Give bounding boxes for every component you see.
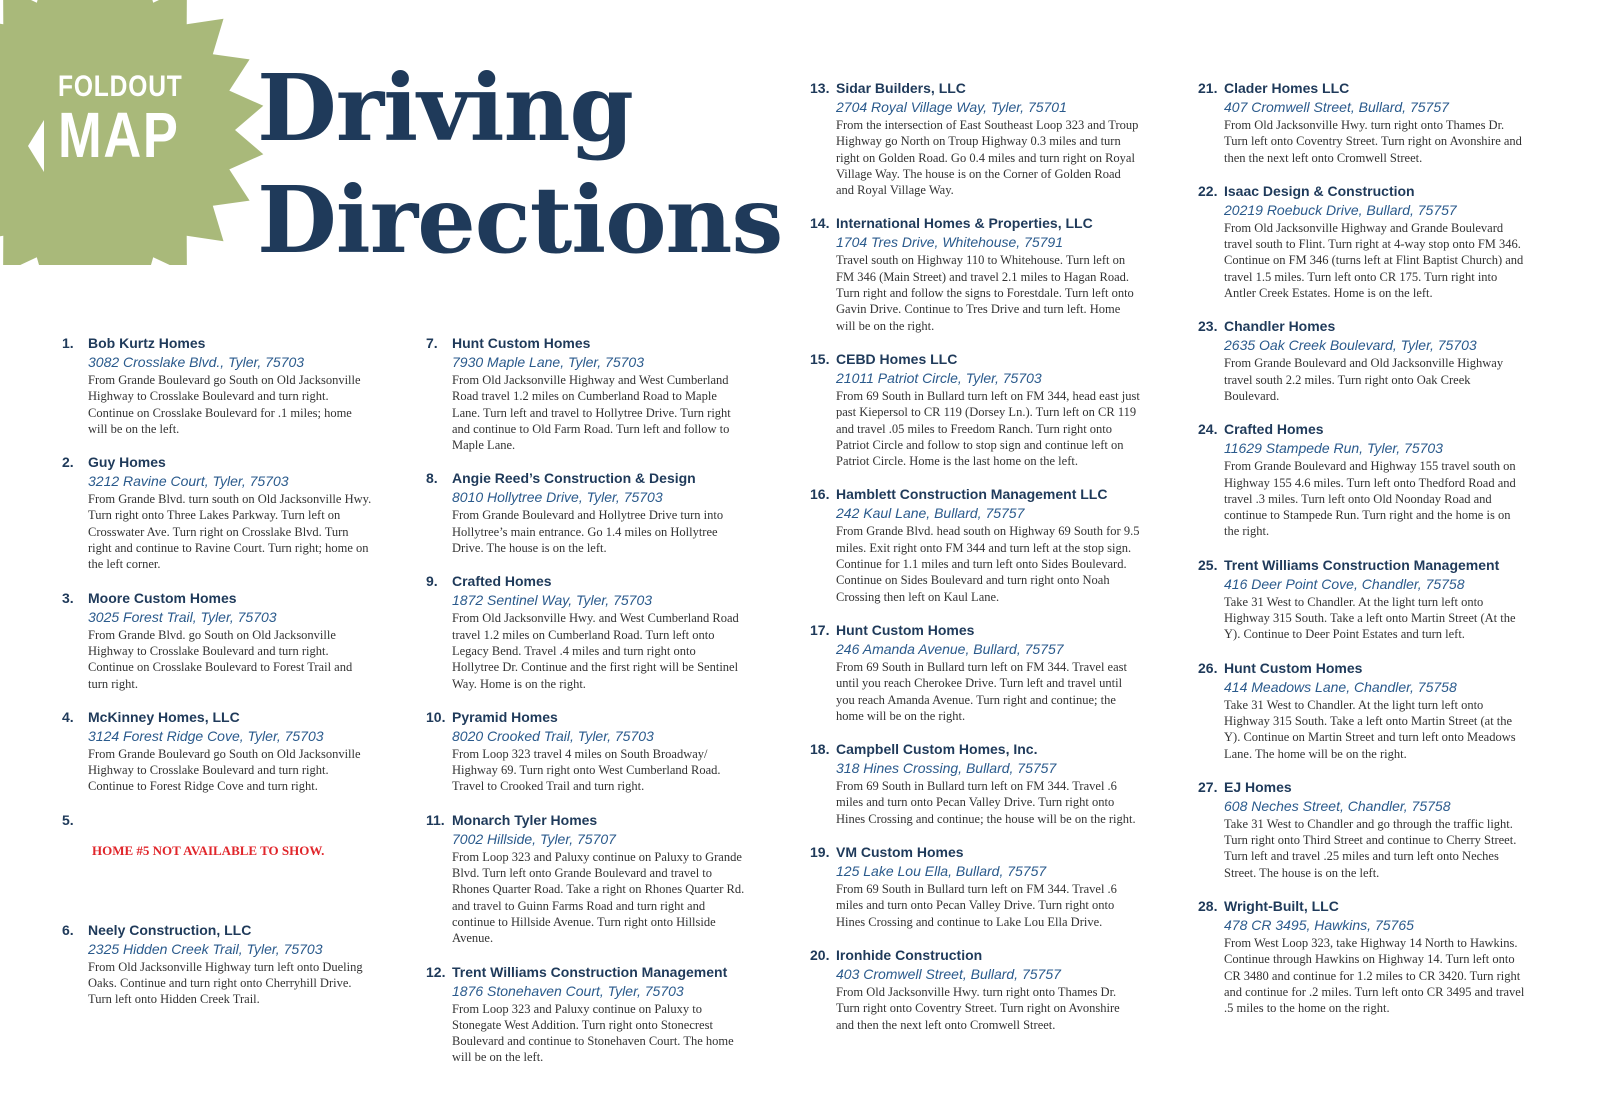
home-entry bbox=[810, 78, 1140, 198]
driving-directions-text: From Grande Boulevard and Highway 155 travel south on Highway 155 4.6 miles. Turn left onto Thedford Road and travel .3 miles. Turn left onto Old Noonday Road and continue to Stampede Run. Turn right and the home is on the right. bbox=[1224, 459, 1516, 539]
entry-number: 13. bbox=[810, 80, 830, 96]
builder-name: Monarch Tyler Homes bbox=[452, 811, 598, 828]
home-entry bbox=[426, 810, 746, 947]
home-entry bbox=[62, 810, 372, 860]
home-address: 8020 Crooked Trail, Tyler, 75703 bbox=[452, 727, 654, 744]
entry-number: 10. bbox=[426, 708, 446, 725]
builder-name: Pyramid Homes bbox=[452, 708, 558, 725]
home-entry bbox=[1198, 555, 1528, 643]
driving-directions-text: From Grande Boulevard go South on Old Jacksonville Highway to Crosslake Boulevard and turn right. Continue on Crosslake Boulevard for .1 miles; home will be on the left. bbox=[88, 373, 361, 436]
home-address: 242 Kaul Lane, Bullard, 75757 bbox=[836, 505, 1025, 522]
home-address: 3124 Forest Ridge Cove, Tyler, 75703 bbox=[88, 727, 324, 744]
home-address: 7930 Maple Lane, Tyler, 75703 bbox=[452, 354, 644, 370]
entry-header bbox=[62, 920, 372, 940]
entry-number: 1. bbox=[62, 335, 74, 351]
entry-number: 17. bbox=[810, 621, 830, 638]
driving-directions-text: From 69 South in Bullard turn left on FM 344, head east just past Kiepersol to CR 119 (Dorsey Ln.). Turn left on CR 119 and travel .05 miles to Freedom Ranch. Turn right onto Patriot Circle and follow to stop sign and continue left on Patriot Circle. Home is the last home on the left. bbox=[836, 388, 1140, 469]
driving-directions-text: From Old Jacksonville Highway and West Cumberland Road travel 1.2 miles on Cumberland Road to Maple Lane. Turn left and travel to Hollytree Drive. Turn right and continue to Old Farm Road. Turn left and follow to Maple Lane. bbox=[452, 373, 731, 453]
badge-line1: FOLDOUT bbox=[58, 70, 183, 103]
driving-directions-text: From Loop 323 travel 4 miles on South Broadway/ Highway 69. Turn right onto West Cumberland Road. Travel to Crooked Trail and turn right. bbox=[452, 746, 721, 794]
home-entry bbox=[62, 452, 372, 572]
entry-header bbox=[426, 468, 746, 488]
home-entry bbox=[1198, 181, 1528, 301]
home-entry bbox=[1198, 419, 1528, 539]
driving-directions-text: From Grande Blvd. head south on Highway 69 South for 9.5 miles. Exit right onto FM 344 and turn left at the stop sign. Continue for 1.1 miles and turn left onto Sides Boulevard. Continue on Sides Boulevard and turn right onto Noah Crossing then left on Kaul Lane. bbox=[836, 524, 1140, 604]
directions-column-2 bbox=[426, 333, 746, 1081]
directions-column-3 bbox=[810, 78, 1140, 1048]
entry-number: 6. bbox=[62, 921, 74, 938]
driving-directions-text: Travel south on Highway 110 to Whitehouse. Turn left on FM 346 (Main Street) and travel 2.1 miles to Hagan Road. Turn right and follow the signs to Forestdale. Turn left onto Gavin Drive. Continue to Tres Drive and turn left. Home will be on the right. bbox=[836, 253, 1134, 333]
builder-name: Hamblett Construction Management LLC bbox=[836, 486, 1108, 503]
driving-directions-text: From Grande Blvd. go South on Old Jacksonville Highway to Crosslake Boulevard and turn right. Continue on Crosslake Boulevard to Forest Trail and turn right. bbox=[88, 627, 353, 691]
home-address: 2635 Oak Creek Boulevard, Tyler, 75703 bbox=[1224, 337, 1477, 354]
entry-header bbox=[810, 842, 1140, 862]
entry-header bbox=[810, 213, 1140, 233]
home-address: 478 CR 3495, Hawkins, 75765 bbox=[1224, 917, 1414, 934]
driving-directions-text: From Old Jacksonville Hwy. turn right onto Thames Dr. Turn right onto Coventry Street. Turn right on Avonshire and then the next left onto Cromwell Street. bbox=[836, 984, 1120, 1032]
entry-header bbox=[1198, 316, 1528, 336]
driving-directions-text: From Old Jacksonville Highway and Grande Boulevard travel south to Flint. Turn right at 4-way stop onto FM 346. Continue on FM 346 (turns left at Flint Baptist Church) and travel 1.5 miles. Turn left onto CR 175. Turn right into Antler Creek Estates. Home is on the left. bbox=[1224, 220, 1524, 301]
entry-header bbox=[810, 620, 1140, 640]
entry-number: 15. bbox=[810, 350, 830, 367]
entry-number: 24. bbox=[1198, 421, 1218, 438]
foldout-map-badge[interactable] bbox=[0, 0, 265, 265]
entry-number: 16. bbox=[810, 486, 830, 503]
builder-name: Trent Williams Construction Management bbox=[1224, 556, 1500, 573]
entry-header bbox=[810, 78, 1140, 98]
builder-name: VM Custom Homes bbox=[836, 844, 964, 861]
home-entry bbox=[62, 707, 372, 795]
builder-name: Campbell Custom Homes, Inc. bbox=[836, 741, 1038, 758]
entry-number: 25. bbox=[1198, 556, 1218, 573]
entry-header bbox=[426, 333, 746, 353]
entry-number: 7. bbox=[426, 335, 438, 351]
driving-directions-text: From Grande Blvd. turn south on Old Jacksonville Hwy. Turn right onto Three Lakes Parkway. Turn left on Crosswater Ave. Turn right on Crosslake Blvd. Turn right and continue to Ravine Court. Turn right; home on the left corner. bbox=[88, 492, 372, 572]
home-entry bbox=[810, 620, 1140, 724]
builder-name: International Homes & Properties, LLC bbox=[836, 215, 1093, 232]
entry-number: 9. bbox=[426, 573, 438, 590]
home-entry bbox=[810, 842, 1140, 930]
badge-line2: MAP bbox=[58, 99, 180, 171]
entry-header bbox=[1198, 78, 1528, 98]
entry-number: 19. bbox=[810, 844, 830, 861]
builder-name: Sidar Builders, LLC bbox=[836, 80, 966, 96]
home-entry bbox=[62, 920, 372, 1008]
driving-directions-text: From Old Jacksonville Hwy. and West Cumberland Road travel 1.2 miles on Cumberland Road. Turn left onto Legacy Bend. Travel .4 miles and turn right onto Hollytree Dr. Continue and the first right will be Sentinel Way. Home is on the right. bbox=[452, 611, 739, 691]
entry-number: 26. bbox=[1198, 659, 1218, 676]
builder-name: Chandler Homes bbox=[1224, 318, 1336, 335]
entry-header bbox=[62, 588, 372, 608]
builder-name: EJ Homes bbox=[1224, 778, 1292, 795]
driving-directions-text: From Loop 323 and Paluxy continue on Paluxy to Stonegate West Addition. Turn right onto Stonecrest Boulevard and continue to Stonehaven Court. The home will be on the left. bbox=[452, 1001, 734, 1065]
home-entry bbox=[426, 468, 746, 556]
builder-name: McKinney Homes, LLC bbox=[88, 708, 240, 725]
entry-header bbox=[62, 707, 372, 727]
builder-name: Clader Homes LLC bbox=[1224, 80, 1350, 96]
home-address: 246 Amanda Avenue, Bullard, 75757 bbox=[836, 640, 1064, 657]
driving-directions-text: From Grande Boulevard go South on Old Jacksonville Highway to Crosslake Boulevard and turn right. Continue to Forest Ridge Cove and turn right. bbox=[88, 746, 361, 794]
entry-header bbox=[1198, 419, 1528, 439]
entry-number: 2. bbox=[62, 454, 74, 471]
home-address: 21011 Patriot Circle, Tyler, 75703 bbox=[836, 369, 1042, 386]
entry-header bbox=[62, 452, 372, 472]
builder-name: Isaac Design & Construction bbox=[1224, 182, 1415, 199]
builder-name: Ironhide Construction bbox=[836, 946, 983, 963]
driving-directions-text: From Old Jacksonville Hwy. turn right onto Thames Dr. Turn left onto Coventry Street. Turn right on Avonshire and then the next left onto Cromwell Street. bbox=[1224, 118, 1522, 165]
driving-directions-text: From Grande Boulevard and Hollytree Drive turn into Hollytree’s main entrance. Go 1.4 miles on Hollytree Drive. The house is on the left. bbox=[452, 508, 724, 556]
home-address: 1876 Stonehaven Court, Tyler, 75703 bbox=[452, 982, 684, 999]
entry-header bbox=[426, 571, 746, 591]
builder-name: Hunt Custom Homes bbox=[1224, 659, 1363, 676]
home-address: 416 Deer Point Cove, Chandler, 75758 bbox=[1224, 575, 1465, 592]
home-entry bbox=[810, 945, 1140, 1033]
entry-header bbox=[810, 349, 1140, 369]
home-address: 3082 Crosslake Blvd., Tyler, 75703 bbox=[88, 354, 305, 370]
driving-directions-text: Take 31 West to Chandler. At the light turn left onto Highway 315 South. Take a left onto Martin Street (At the Y). Continue to Deer Point Estates and turn left. bbox=[1224, 594, 1516, 642]
page-title bbox=[257, 52, 782, 276]
entry-number: 27. bbox=[1198, 778, 1218, 795]
driving-directions-text: Take 31 West to Chandler. At the light turn left onto Highway 315 South. Take a left onto Martin Street (at the Y). Continue on Martin Street and turn left onto Meadows Lane. The home will be on the right. bbox=[1224, 697, 1516, 761]
home-address: 11629 Stampede Run, Tyler, 75703 bbox=[1224, 440, 1443, 457]
badge-text bbox=[58, 70, 210, 171]
builder-name: Crafted Homes bbox=[452, 573, 552, 590]
unavailable-notice: HOME #5 NOT AVAILABLE TO SHOW. bbox=[92, 842, 325, 858]
home-address: 125 Lake Lou Ella, Bullard, 75757 bbox=[836, 863, 1047, 880]
home-entry bbox=[62, 333, 372, 437]
home-entry bbox=[426, 962, 746, 1066]
builder-name: Bob Kurtz Homes bbox=[88, 335, 206, 351]
home-address: 7002 Hillside, Tyler, 75707 bbox=[452, 830, 616, 847]
home-address: 2325 Hidden Creek Trail, Tyler, 75703 bbox=[88, 940, 323, 957]
home-address: 403 Cromwell Street, Bullard, 75757 bbox=[836, 965, 1061, 982]
driving-directions-text: From the intersection of East Southeast Loop 323 and Troup Highway go North on Troup Highway 0.3 miles and turn right on Golden Road. Go 0.4 miles and turn right on Royal Village Way. The house is on the Corner of Golden Road and Royal Village Way. bbox=[836, 118, 1139, 198]
builder-name: Guy Homes bbox=[88, 454, 166, 471]
entry-number: 21. bbox=[1198, 80, 1218, 96]
home-entry bbox=[1198, 316, 1528, 404]
home-entry bbox=[62, 588, 372, 692]
entry-number: 5. bbox=[62, 811, 74, 828]
home-entry bbox=[1198, 78, 1528, 166]
builder-name: Moore Custom Homes bbox=[88, 589, 237, 606]
entry-number: 20. bbox=[810, 946, 830, 963]
home-address: 414 Meadows Lane, Chandler, 75758 bbox=[1224, 678, 1457, 695]
driving-directions-text: From 69 South in Bullard turn left on FM 344. Travel .6 miles and turn onto Pecan Valley Drive. Turn right onto Hines Crossing and continue; the house will be on the right. bbox=[836, 779, 1136, 826]
home-address: 1872 Sentinel Way, Tyler, 75703 bbox=[452, 592, 653, 609]
entry-number: 8. bbox=[426, 470, 438, 487]
entry-number: 18. bbox=[810, 741, 830, 758]
home-entry bbox=[810, 484, 1140, 604]
entry-header bbox=[1198, 658, 1528, 678]
builder-name: Hunt Custom Homes bbox=[452, 335, 591, 351]
entry-header bbox=[1198, 555, 1528, 575]
entry-header bbox=[62, 810, 372, 830]
builder-name: Crafted Homes bbox=[1224, 421, 1324, 438]
entry-header bbox=[1198, 777, 1528, 797]
entry-header bbox=[62, 333, 372, 353]
builder-name: Neely Construction, LLC bbox=[88, 921, 252, 938]
directions-column-4 bbox=[1198, 78, 1528, 1032]
home-address: 1704 Tres Drive, Whitehouse, 75791 bbox=[836, 234, 1063, 251]
title-line1: Driving bbox=[257, 54, 633, 162]
home-address: 318 Hines Crossing, Bullard, 75757 bbox=[836, 760, 1057, 777]
entry-header bbox=[426, 810, 746, 830]
entry-number: 11. bbox=[426, 811, 445, 828]
entry-header bbox=[810, 945, 1140, 965]
builder-name: Wright-Built, LLC bbox=[1224, 898, 1339, 915]
title-line2: Directions bbox=[257, 166, 783, 274]
entry-number: 12. bbox=[426, 963, 446, 980]
entry-number: 23. bbox=[1198, 318, 1218, 335]
home-entry bbox=[810, 349, 1140, 469]
entry-number: 14. bbox=[810, 215, 830, 232]
driving-directions-text: From 69 South in Bullard turn left on FM 344. Travel east until you reach Cherokee Drive. Turn left and travel until you reach Amanda Avenue. Turn right and continue; the home will be on the right. bbox=[836, 659, 1127, 723]
home-address: 2704 Royal Village Way, Tyler, 75701 bbox=[836, 99, 1067, 115]
home-address: 3212 Ravine Court, Tyler, 75703 bbox=[88, 473, 289, 490]
home-address: 608 Neches Street, Chandler, 75758 bbox=[1224, 797, 1451, 814]
entry-header bbox=[1198, 896, 1528, 916]
entry-number: 4. bbox=[62, 708, 74, 725]
entry-number: 3. bbox=[62, 589, 74, 606]
builder-name: Angie Reed’s Construction & Design bbox=[452, 470, 696, 487]
home-entry bbox=[810, 739, 1140, 827]
driving-directions-text: From Old Jacksonville Highway turn left onto Dueling Oaks. Continue and turn right onto Cherryhill Drive. Turn left onto Hidden Creek Trail. bbox=[88, 959, 363, 1007]
driving-directions-text: From 69 South in Bullard turn left on FM 344. Travel .6 miles and turn onto Pecan Valley Drive. Turn right onto Hines Crossing and continue to Lake Lou Ella Drive. bbox=[836, 882, 1117, 929]
entry-number: 22. bbox=[1198, 182, 1218, 199]
home-entry bbox=[426, 333, 746, 453]
home-entry bbox=[1198, 896, 1528, 1016]
driving-directions-text: From Loop 323 and Paluxy continue on Paluxy to Grande Blvd. Turn left onto Grande Boulevard and travel to Rhones Quarter Road. Take a right on Rhones Quarter Rd. and travel to Guinn Farms Road and turn right and continue to Hillside Avenue. Turn right onto Hillside Avenue. bbox=[452, 849, 745, 946]
entry-header bbox=[426, 707, 746, 727]
home-entry bbox=[1198, 658, 1528, 762]
builder-name: CEBD Homes LLC bbox=[836, 350, 958, 367]
directions-column-1 bbox=[62, 333, 372, 1023]
driving-directions-text: From Grande Boulevard and Old Jacksonville Highway travel south 2.2 miles. Turn right onto Oak Creek Boulevard. bbox=[1224, 356, 1504, 403]
builder-name: Trent Williams Construction Management bbox=[452, 963, 728, 980]
home-entry bbox=[810, 213, 1140, 333]
driving-directions-text: Take 31 West to Chandler and go through the traffic light. Turn right onto Third Street and continue to Cherry Street. Turn left and travel .25 miles and turn left onto Neches Street. The house is on the left. bbox=[1224, 816, 1517, 880]
home-address: 407 Cromwell Street, Bullard, 75757 bbox=[1224, 99, 1449, 115]
entry-header bbox=[810, 739, 1140, 759]
builder-name: Hunt Custom Homes bbox=[836, 621, 975, 638]
driving-directions-text: From West Loop 323, take Highway 14 North to Hawkins. Continue through Hawkins on Highway 14. Turn left onto CR 3480 and continue for 1.2 miles to CR 3420. Turn right and continue for .2 miles. Turn left onto CR 3495 and travel .5 miles to the home on the right. bbox=[1224, 936, 1525, 1016]
home-entry bbox=[426, 707, 746, 795]
entry-header bbox=[1198, 181, 1528, 201]
home-address: 20219 Roebuck Drive, Bullard, 75757 bbox=[1224, 201, 1457, 218]
entry-header bbox=[426, 962, 746, 982]
home-entry bbox=[426, 571, 746, 691]
home-address: 8010 Hollytree Drive, Tyler, 75703 bbox=[452, 489, 663, 506]
home-address: 3025 Forest Trail, Tyler, 75703 bbox=[88, 608, 277, 625]
entry-number: 28. bbox=[1198, 898, 1218, 915]
entry-header bbox=[810, 484, 1140, 504]
home-entry bbox=[1198, 777, 1528, 881]
